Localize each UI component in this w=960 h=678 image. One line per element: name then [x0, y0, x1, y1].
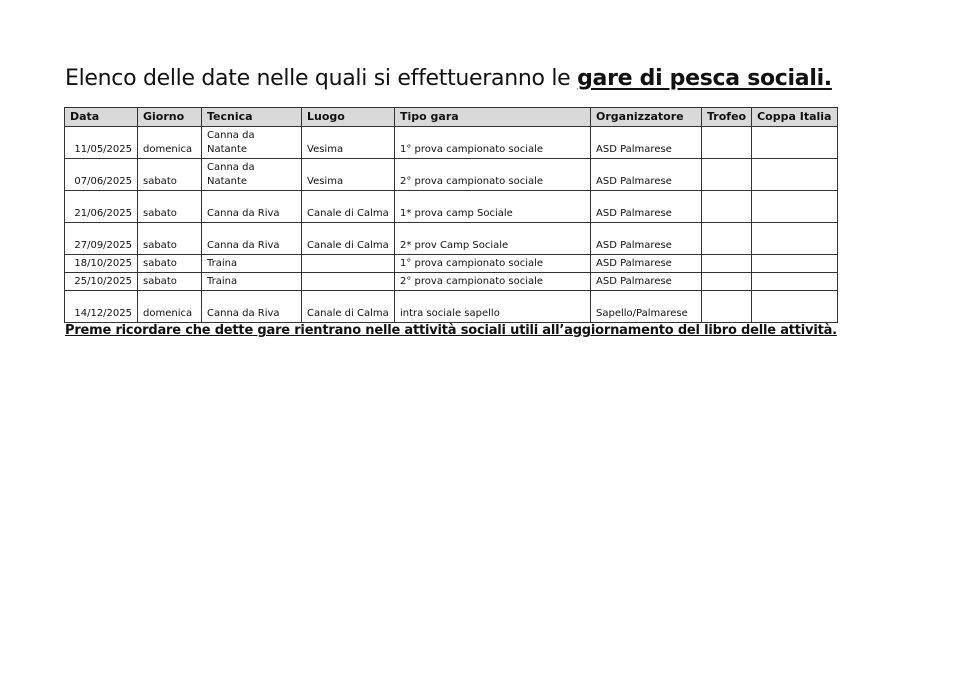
- cell-tipo-gara: 2* prov Camp Sociale: [395, 223, 591, 255]
- footer-note: Preme ricordare che dette gare rientrano nelle attività sociali utili all’aggiornamento del libro delle attività.: [65, 323, 837, 338]
- cell-organizzatore: ASD Palmarese: [591, 273, 702, 291]
- cell-trofeo: [702, 127, 752, 159]
- cell-data: 25/10/2025: [65, 273, 138, 291]
- column-header-tecnica: Tecnica: [202, 108, 302, 127]
- cell-organizzatore: ASD Palmarese: [591, 159, 702, 191]
- column-header-organizzatore: Organizzatore: [591, 108, 702, 127]
- cell-organizzatore: Sapello/Palmarese: [591, 291, 702, 323]
- cell-luogo: Canale di Calma: [302, 191, 395, 223]
- column-header-luogo: Luogo: [302, 108, 395, 127]
- cell-coppa-italia: [752, 159, 838, 191]
- table-row: [65, 273, 838, 291]
- cell-tipo-gara: 2° prova campionato sociale: [395, 159, 591, 191]
- cell-tecnica: Traina: [202, 255, 302, 273]
- cell-coppa-italia: [752, 255, 838, 273]
- cell-coppa-italia: [752, 273, 838, 291]
- cell-trofeo: [702, 159, 752, 191]
- table-row: [65, 223, 838, 255]
- cell-giorno: domenica: [138, 127, 202, 159]
- cell-tecnica: Canna da Riva: [202, 191, 302, 223]
- table-row: [65, 191, 838, 223]
- page-title: [65, 64, 832, 94]
- cell-giorno: sabato: [138, 191, 202, 223]
- cell-data: 27/09/2025: [65, 223, 138, 255]
- cell-data: 21/06/2025: [65, 191, 138, 223]
- column-header-giorno: Giorno: [138, 108, 202, 127]
- competitions-table: [64, 107, 838, 323]
- cell-organizzatore: ASD Palmarese: [591, 223, 702, 255]
- cell-tipo-gara: intra sociale sapello: [395, 291, 591, 323]
- cell-data: 11/05/2025: [65, 127, 138, 159]
- cell-organizzatore: ASD Palmarese: [591, 255, 702, 273]
- cell-giorno: sabato: [138, 273, 202, 291]
- cell-trofeo: [702, 255, 752, 273]
- cell-tipo-gara: 2° prova campionato sociale: [395, 273, 591, 291]
- table-row: [65, 127, 838, 159]
- cell-coppa-italia: [752, 191, 838, 223]
- page-title-emphasis: gare di pesca sociali.: [577, 66, 832, 91]
- cell-trofeo: [702, 191, 752, 223]
- cell-giorno: sabato: [138, 223, 202, 255]
- cell-luogo: Vesima: [302, 127, 395, 159]
- column-header-coppa-italia: Coppa Italia: [752, 108, 838, 127]
- page-title-lead: Elenco delle date nelle quali si effettueranno le: [65, 66, 578, 91]
- table-row: [65, 291, 838, 323]
- cell-trofeo: [702, 223, 752, 255]
- column-header-trofeo: Trofeo: [702, 108, 752, 127]
- cell-data: 14/12/2025: [65, 291, 138, 323]
- column-header-tipo-gara: Tipo gara: [395, 108, 591, 127]
- cell-trofeo: [702, 291, 752, 323]
- cell-tecnica: Canna da Riva: [202, 223, 302, 255]
- cell-organizzatore: ASD Palmarese: [591, 191, 702, 223]
- cell-coppa-italia: [752, 223, 838, 255]
- column-header-data: Data: [65, 108, 138, 127]
- cell-luogo: Canale di Calma: [302, 291, 395, 323]
- cell-trofeo: [702, 273, 752, 291]
- cell-luogo: [302, 273, 395, 291]
- cell-coppa-italia: [752, 127, 838, 159]
- cell-tecnica: Canna da Natante: [202, 127, 302, 159]
- cell-luogo: Canale di Calma: [302, 223, 395, 255]
- cell-tipo-gara: 1° prova campionato sociale: [395, 255, 591, 273]
- cell-tipo-gara: 1* prova camp Sociale: [395, 191, 591, 223]
- cell-tecnica: Canna da Riva: [202, 291, 302, 323]
- table-header-row: [65, 108, 838, 127]
- cell-giorno: domenica: [138, 291, 202, 323]
- cell-luogo: [302, 255, 395, 273]
- cell-giorno: sabato: [138, 255, 202, 273]
- cell-tipo-gara: 1° prova campionato sociale: [395, 127, 591, 159]
- cell-giorno: sabato: [138, 159, 202, 191]
- table-row: [65, 255, 838, 273]
- cell-luogo: Vesima: [302, 159, 395, 191]
- cell-coppa-italia: [752, 291, 838, 323]
- cell-tecnica: Traina: [202, 273, 302, 291]
- cell-tecnica: Canna da Natante: [202, 159, 302, 191]
- cell-organizzatore: ASD Palmarese: [591, 127, 702, 159]
- cell-data: 07/06/2025: [65, 159, 138, 191]
- cell-data: 18/10/2025: [65, 255, 138, 273]
- table-row: [65, 159, 838, 191]
